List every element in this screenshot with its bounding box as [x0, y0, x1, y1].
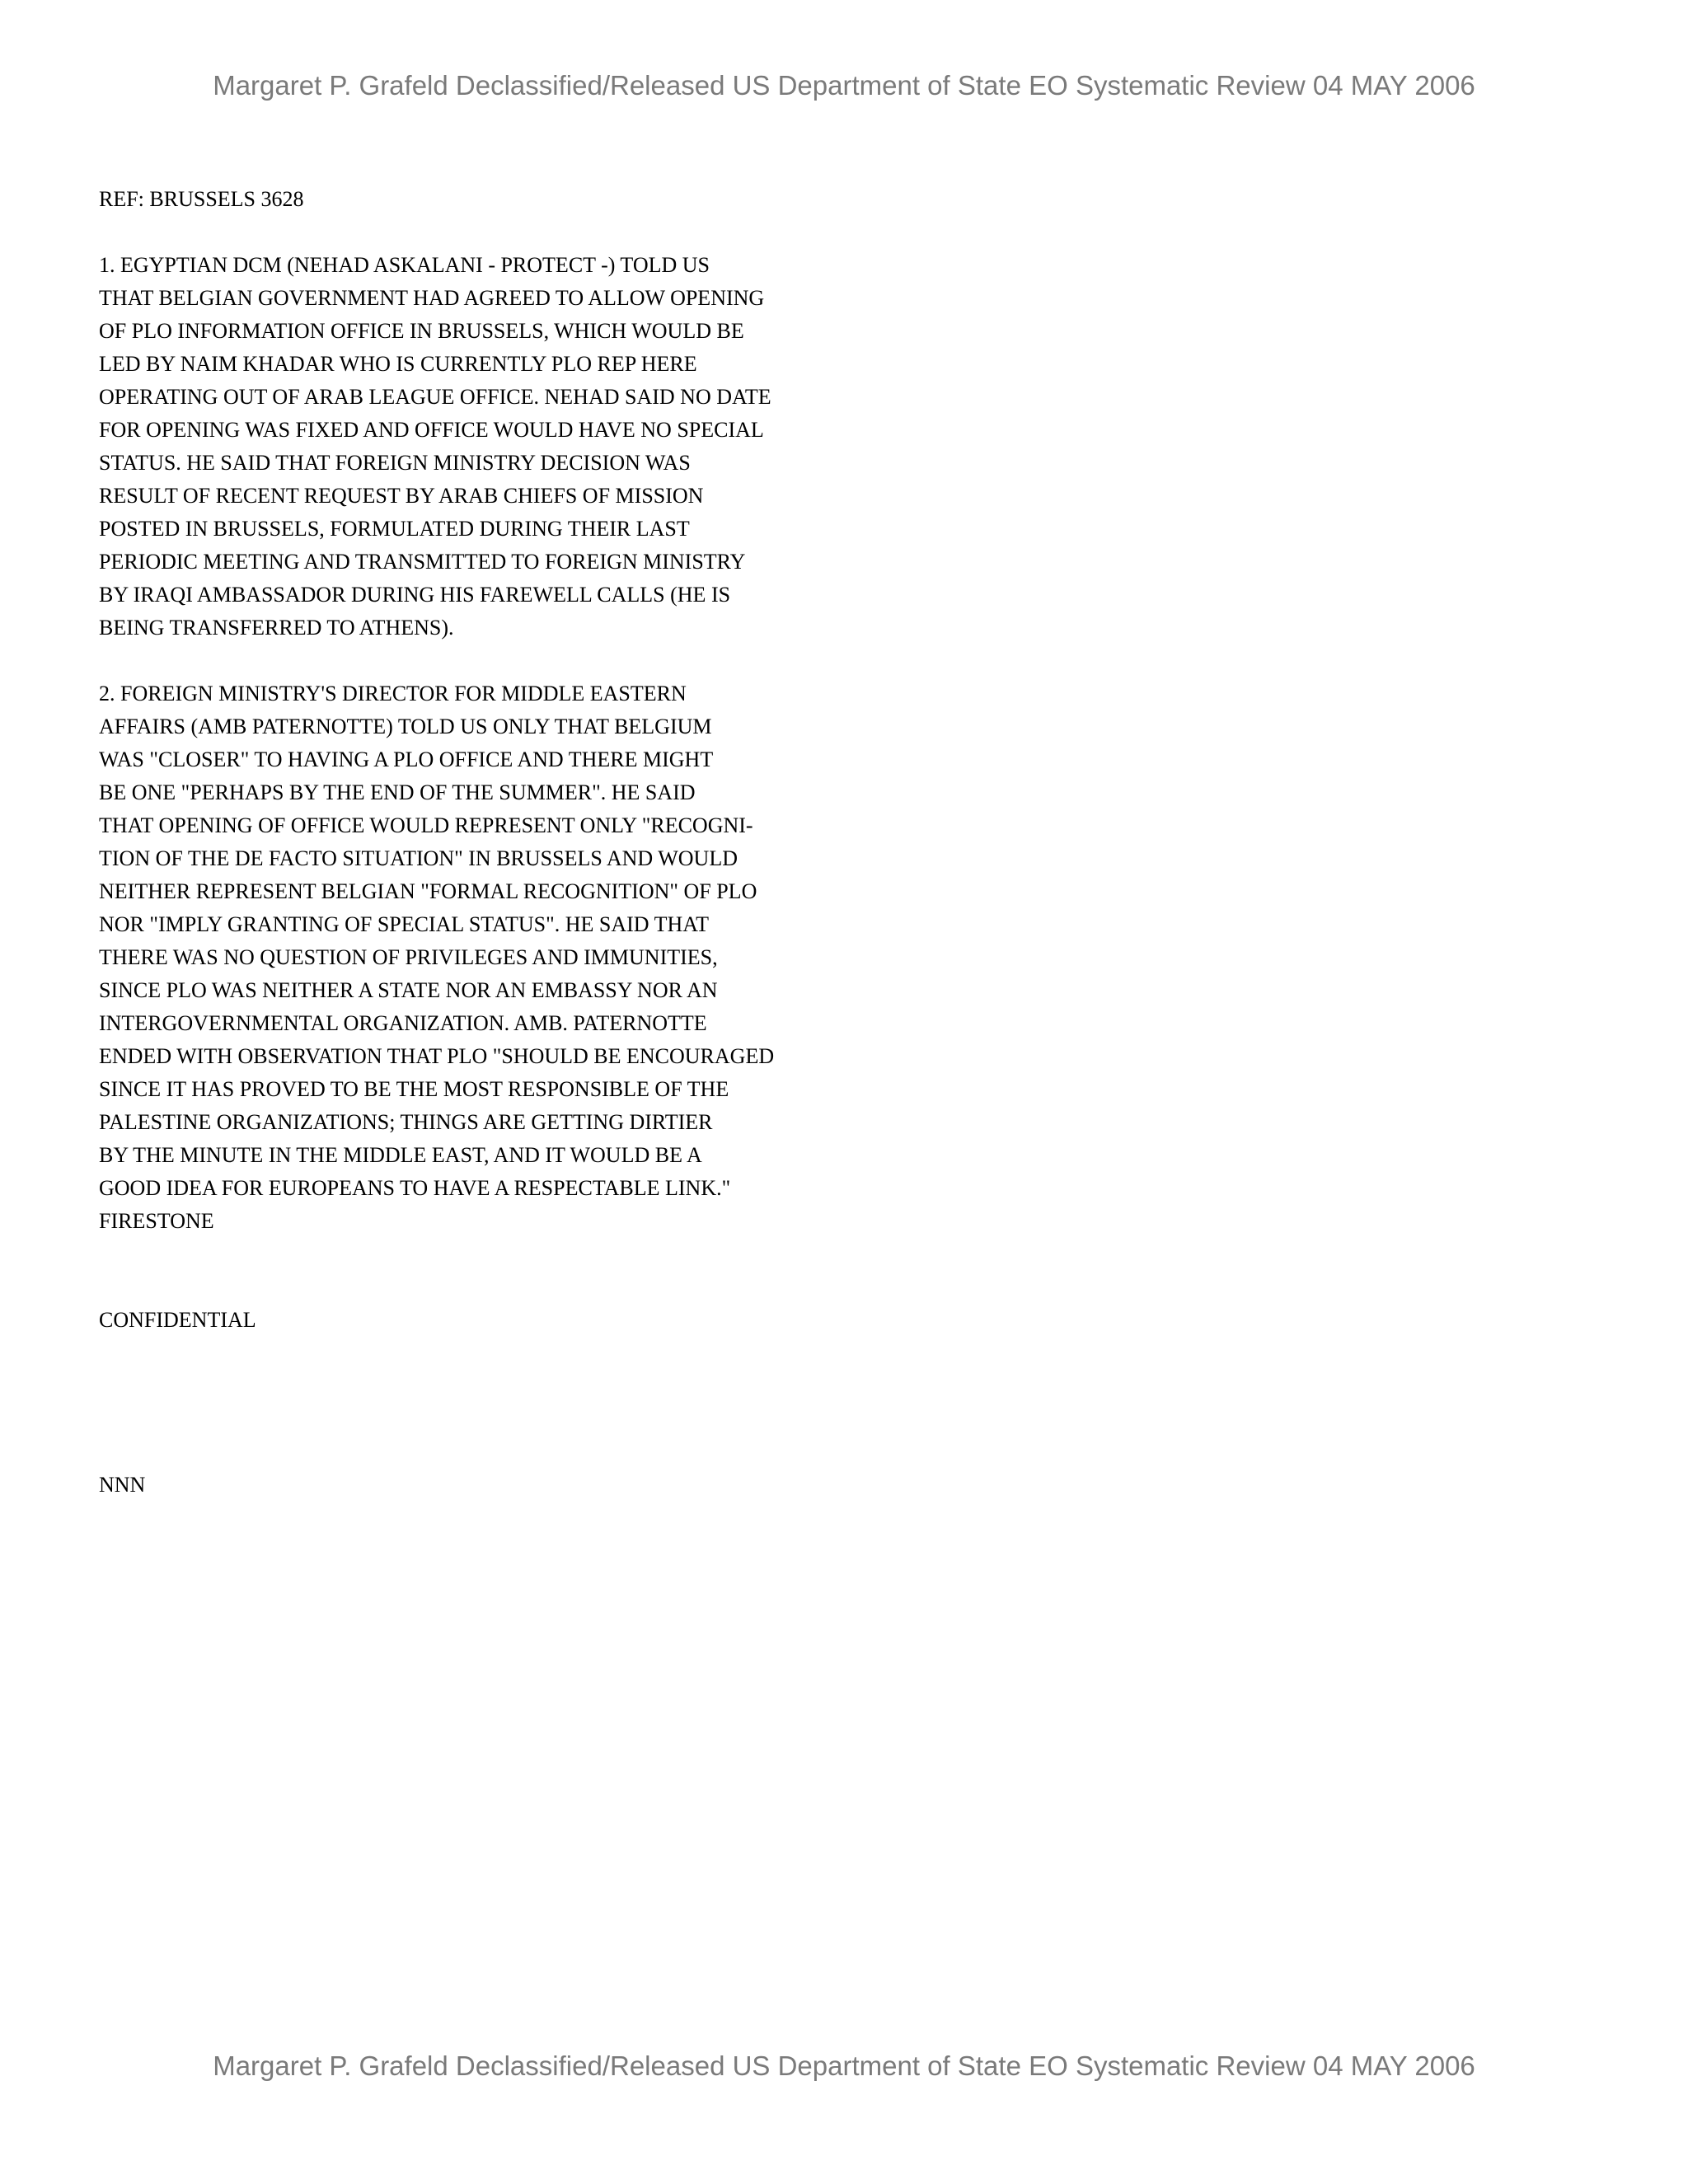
paragraph-1-line: FOR OPENING WAS FIXED AND OFFICE WOULD HAVE NO SPECIAL	[99, 418, 764, 442]
paragraph-2	[99, 677, 774, 1205]
paragraph-2-line: NOR "IMPLY GRANTING OF SPECIAL STATUS". HE SAID THAT	[99, 912, 710, 936]
paragraph-1-line: 1. EGYPTIAN DCM (NEHAD ASKALANI - PROTECT -) TOLD US	[99, 253, 710, 277]
paragraph-2-line: BY THE MINUTE IN THE MIDDLE EAST, AND IT WOULD BE A	[99, 1143, 702, 1167]
paragraph-1-line: PERIODIC MEETING AND TRANSMITTED TO FOREIGN MINISTRY	[99, 550, 746, 574]
paragraph-2-line: WAS "CLOSER" TO HAVING A PLO OFFICE AND THERE MIGHT	[99, 748, 714, 771]
paragraph-2-line: THAT OPENING OF OFFICE WOULD REPRESENT ONLY "RECOGNI-	[99, 813, 753, 837]
paragraph-2-line: GOOD IDEA FOR EUROPEANS TO HAVE A RESPECTABLE LINK."	[99, 1176, 731, 1200]
paragraph-1-line: STATUS. HE SAID THAT FOREIGN MINISTRY DECISION WAS	[99, 451, 691, 475]
paragraph-2-line: INTERGOVERNMENTAL ORGANIZATION. AMB. PATERNOTTE	[99, 1011, 707, 1035]
paragraph-2-line: SINCE PLO WAS NEITHER A STATE NOR AN EMBASSY NOR AN	[99, 978, 718, 1002]
paragraph-1-line: RESULT OF RECENT REQUEST BY ARAB CHIEFS OF MISSION	[99, 484, 704, 508]
paragraph-1-line: BEING TRANSFERRED TO ATHENS).	[99, 616, 454, 640]
signature: FIRESTONE	[99, 1209, 214, 1233]
end-of-message-marker: NNN	[99, 1473, 146, 1497]
paragraph-1-line: POSTED IN BRUSSELS, FORMULATED DURING THEIR LAST	[99, 517, 690, 541]
declassification-stamp-top: Margaret P. Grafeld Declassified/Released US Department of State EO Systematic Review 04 MAY 2006	[213, 70, 1475, 101]
paragraph-2-line: TION OF THE DE FACTO SITUATION" IN BRUSSELS AND WOULD	[99, 846, 738, 870]
paragraph-2-line: SINCE IT HAS PROVED TO BE THE MOST RESPONSIBLE OF THE	[99, 1077, 729, 1101]
paragraph-1-line: LED BY NAIM KHADAR WHO IS CURRENTLY PLO REP HERE	[99, 352, 697, 376]
paragraph-1-line: OPERATING OUT OF ARAB LEAGUE OFFICE. NEHAD SAID NO DATE	[99, 385, 771, 409]
classification-marking: CONFIDENTIAL	[99, 1308, 256, 1332]
paragraph-2-line: PALESTINE ORGANIZATIONS; THINGS ARE GETTING DIRTIER	[99, 1110, 713, 1134]
paragraph-2-line: BE ONE "PERHAPS BY THE END OF THE SUMMER". HE SAID	[99, 780, 696, 804]
paragraph-2-line: NEITHER REPRESENT BELGIAN "FORMAL RECOGNITION" OF PLO	[99, 879, 757, 903]
paragraph-1-line: OF PLO INFORMATION OFFICE IN BRUSSELS, WHICH WOULD BE	[99, 319, 744, 343]
paragraph-2-line: 2. FOREIGN MINISTRY'S DIRECTOR FOR MIDDLE EASTERN	[99, 682, 687, 705]
paragraph-1-line: BY IRAQI AMBASSADOR DURING HIS FAREWELL CALLS (HE IS	[99, 583, 731, 607]
paragraph-1	[99, 249, 774, 644]
paragraph-1-line: THAT BELGIAN GOVERNMENT HAD AGREED TO ALLOW OPENING	[99, 286, 765, 310]
paragraph-2-line: ENDED WITH OBSERVATION THAT PLO "SHOULD BE ENCOURAGED	[99, 1044, 775, 1068]
cable-body	[99, 183, 774, 1502]
reference-line: REF: BRUSSELS 3628	[99, 187, 304, 211]
paragraph-2-line: THERE WAS NO QUESTION OF PRIVILEGES AND IMMUNITIES,	[99, 945, 718, 969]
paragraph-2-line: AFFAIRS (AMB PATERNOTTE) TOLD US ONLY THAT BELGIUM	[99, 715, 712, 738]
declassification-stamp-bottom: Margaret P. Grafeld Declassified/Released US Department of State EO Systematic Review 04 MAY 2006	[213, 2050, 1475, 2081]
